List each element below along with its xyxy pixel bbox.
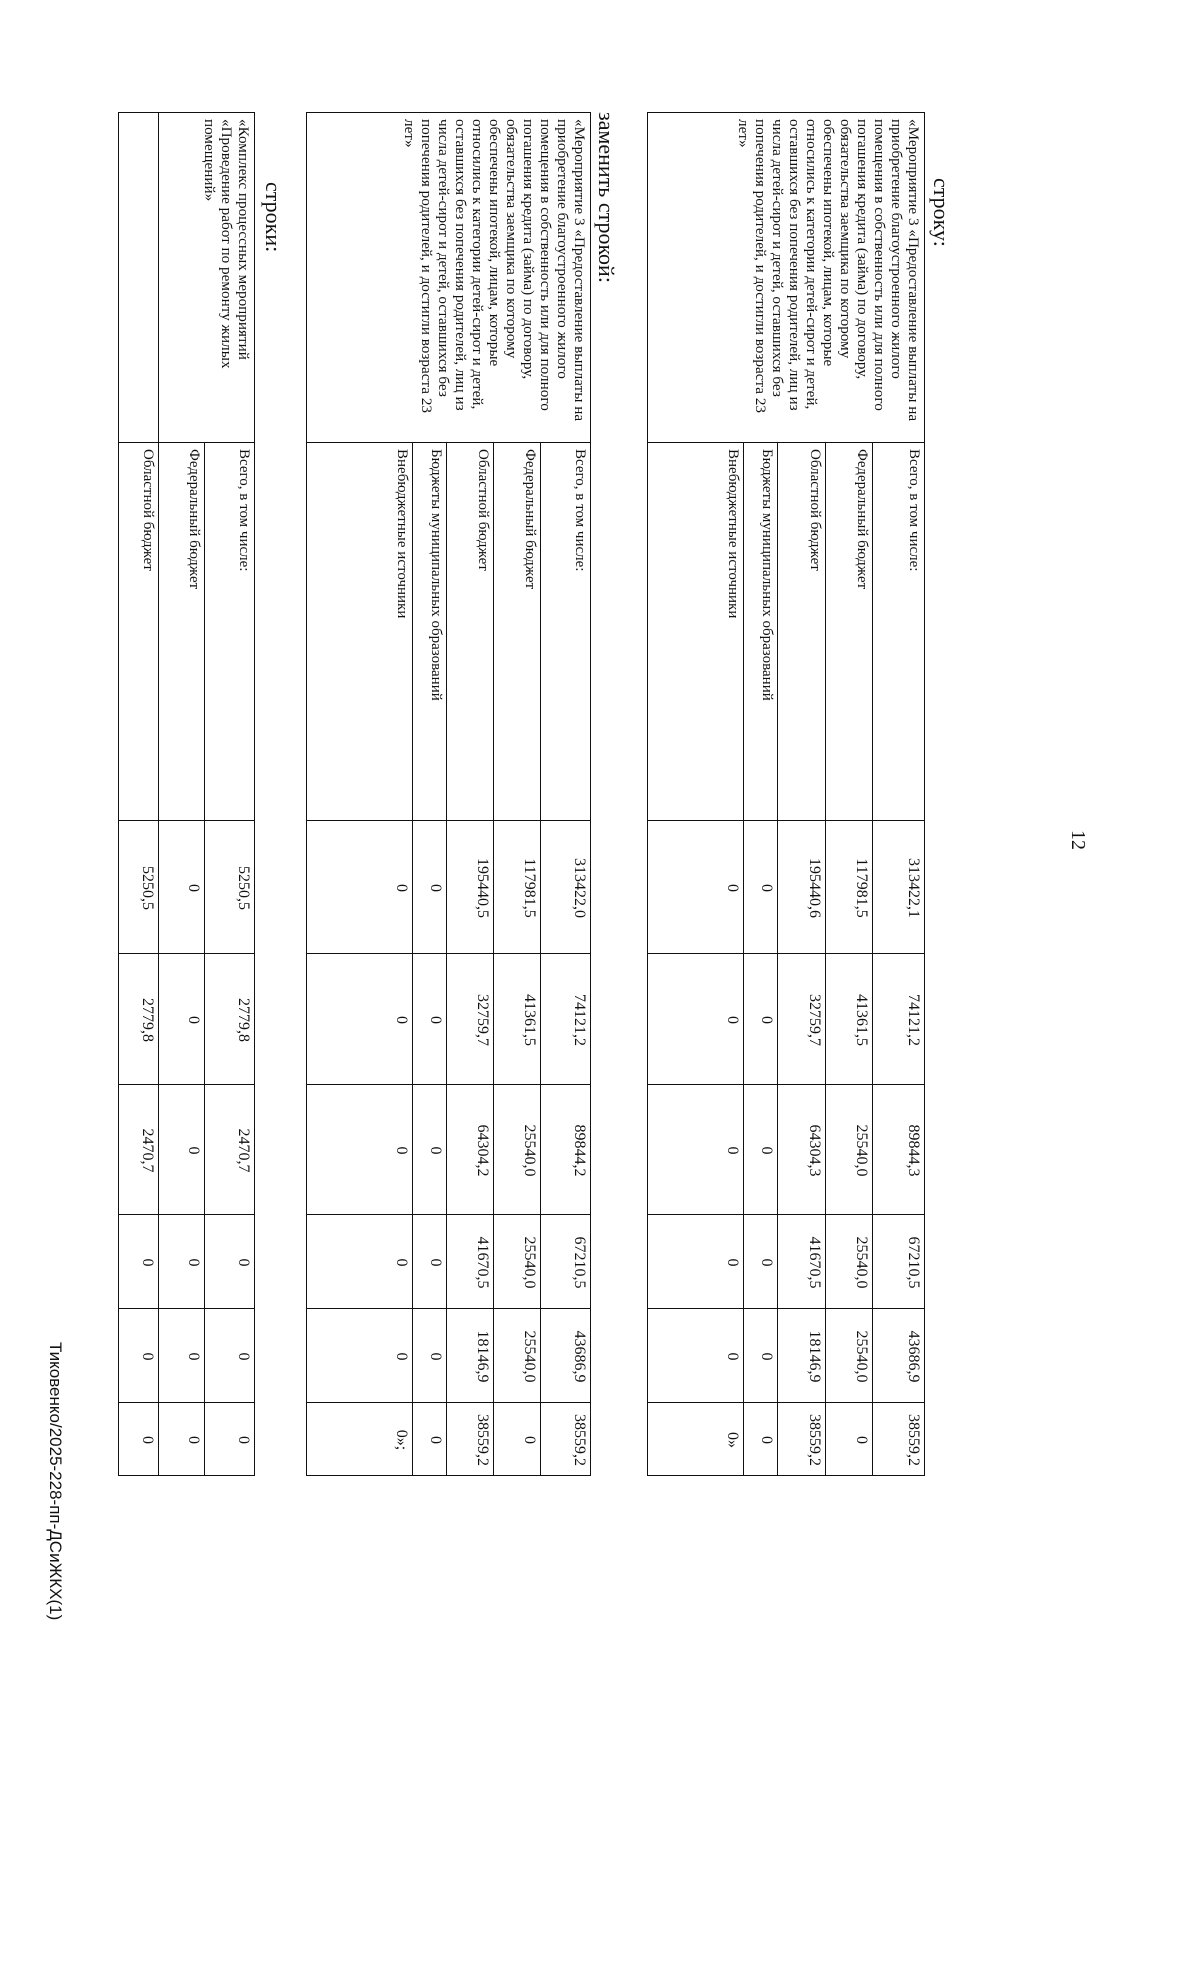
value-cell: 25540,0 bbox=[826, 1215, 873, 1309]
value-cell: 25540,0 bbox=[494, 1085, 541, 1215]
section1-table bbox=[647, 112, 925, 1476]
measure-name-cell: «Мероприятие 3 «Предоставление выплаты на приобретение благоустроенного жилого помещения в собственность или для полного погашения кредита (займа) по договору, обязательства заемщика по которому обеспечены ипотекой, лицам, которые относились к категории детей-сирот и детей, оставшихся без попечения родителей, лиц из числа детей-сирот и детей, оставшихся без попечения родителей, и достигли возраста 23 лет» bbox=[648, 113, 925, 443]
funding-source-cell: Внебюджетные источники bbox=[648, 443, 744, 821]
value-cell: 0 bbox=[205, 1309, 255, 1403]
funding-source-cell: Бюджеты муниципальных образований bbox=[413, 443, 447, 821]
page-number: 12 bbox=[1067, 830, 1089, 850]
section1-heading: строку: bbox=[929, 178, 954, 247]
section3-heading: строки: bbox=[261, 182, 286, 253]
funding-source-cell: Всего, в том числе: bbox=[873, 443, 925, 821]
value-cell: 0 bbox=[648, 1309, 744, 1403]
funding-source-cell: Федеральный бюджет bbox=[826, 443, 873, 821]
value-cell: 0 bbox=[159, 1085, 205, 1215]
funding-source-cell: Всего, в том числе: bbox=[541, 443, 591, 821]
value-cell: 0»; bbox=[307, 1403, 413, 1476]
value-cell: 67210,5 bbox=[873, 1215, 925, 1309]
value-cell: 117981,5 bbox=[494, 821, 541, 954]
funding-source-cell: Областной бюджет bbox=[119, 443, 159, 821]
section3-table bbox=[118, 112, 255, 1476]
value-cell: 0 bbox=[648, 954, 744, 1085]
table-row bbox=[873, 113, 925, 1476]
value-cell: 2470,7 bbox=[119, 1085, 159, 1215]
value-cell: 5250,5 bbox=[205, 821, 255, 954]
value-cell: 0 bbox=[205, 1403, 255, 1476]
value-cell: 0 bbox=[159, 1309, 205, 1403]
value-cell: 0 bbox=[413, 1085, 447, 1215]
section1-table-wrap bbox=[647, 112, 925, 1476]
value-cell: 41670,5 bbox=[778, 1215, 826, 1309]
value-cell: 5250,5 bbox=[119, 821, 159, 954]
value-cell: 74121,2 bbox=[873, 954, 925, 1085]
value-cell: 43686,9 bbox=[873, 1309, 925, 1403]
value-cell: 2779,8 bbox=[205, 954, 255, 1085]
funding-source-cell: Бюджеты муниципальных образований bbox=[744, 443, 778, 821]
value-cell: 43686,9 bbox=[541, 1309, 591, 1403]
value-cell: 18146,9 bbox=[778, 1309, 826, 1403]
value-cell: 0 bbox=[307, 821, 413, 954]
value-cell: 0 bbox=[307, 1215, 413, 1309]
value-cell: 0 bbox=[413, 1309, 447, 1403]
value-cell: 0 bbox=[744, 1309, 778, 1403]
measure-name-cell-empty bbox=[119, 113, 159, 443]
table-row bbox=[119, 113, 159, 1476]
value-cell: 38559,2 bbox=[541, 1403, 591, 1476]
value-cell: 313422,0 bbox=[541, 821, 591, 954]
value-cell: 32759,7 bbox=[447, 954, 494, 1085]
value-cell: 0 bbox=[205, 1215, 255, 1309]
value-cell: 64304,3 bbox=[778, 1085, 826, 1215]
value-cell: 32759,7 bbox=[778, 954, 826, 1085]
value-cell: 0 bbox=[744, 1215, 778, 1309]
funding-source-cell: Федеральный бюджет bbox=[494, 443, 541, 821]
value-cell: 195440,6 bbox=[778, 821, 826, 954]
value-cell: 25540,0 bbox=[494, 1309, 541, 1403]
value-cell: 0 bbox=[494, 1403, 541, 1476]
value-cell: 0 bbox=[744, 954, 778, 1085]
value-cell: 89844,2 bbox=[541, 1085, 591, 1215]
value-cell: 2779,8 bbox=[119, 954, 159, 1085]
funding-source-cell: Внебюджетные источники bbox=[307, 443, 413, 821]
value-cell: 0 bbox=[413, 1215, 447, 1309]
value-cell: 0 bbox=[413, 954, 447, 1085]
funding-source-cell: Областной бюджет bbox=[447, 443, 494, 821]
value-cell: 0 bbox=[744, 821, 778, 954]
value-cell: 2470,7 bbox=[205, 1085, 255, 1215]
value-cell: 41361,5 bbox=[494, 954, 541, 1085]
measure-name-cell: «Мероприятие 3 «Предоставление выплаты на приобретение благоустроенного жилого помещения в собственность или для полного погашения кредита (займа) по договору, обязательства заемщика по которому обеспечены ипотекой, лицам, которые относились к категории детей-сирот и детей, оставшихся без попечения родителей, лиц из числа детей-сирот и детей, оставшихся без попечения родителей, и достигли возраста 23 лет» bbox=[307, 113, 591, 443]
value-cell: 74121,2 bbox=[541, 954, 591, 1085]
value-cell: 0 bbox=[159, 821, 205, 954]
section2-table bbox=[306, 112, 591, 1476]
value-cell: 0 bbox=[826, 1403, 873, 1476]
document-footer: Тиковенко/2025-228-пп-ДСиЖКХ(1) bbox=[46, 1342, 65, 1621]
section2-heading: заменить строкой: bbox=[594, 112, 619, 283]
value-cell: 25540,0 bbox=[826, 1309, 873, 1403]
value-cell: 0 bbox=[648, 1215, 744, 1309]
value-cell: 0 bbox=[744, 1403, 778, 1476]
funding-source-cell: Федеральный бюджет bbox=[159, 443, 205, 821]
value-cell: 0 bbox=[648, 821, 744, 954]
value-cell: 0 bbox=[413, 1403, 447, 1476]
section3-table-wrap bbox=[118, 112, 255, 1476]
value-cell: 18146,9 bbox=[447, 1309, 494, 1403]
value-cell: 0 bbox=[307, 1085, 413, 1215]
value-cell: 0 bbox=[119, 1403, 159, 1476]
section2-table-wrap bbox=[306, 112, 591, 1476]
table-row bbox=[541, 113, 591, 1476]
value-cell: 0 bbox=[413, 821, 447, 954]
measure-name-cell: «Комплекс процессных мероприятий «Проведение работ по ремонту жилых помещений» bbox=[159, 113, 255, 443]
funding-source-cell: Областной бюджет bbox=[778, 443, 826, 821]
value-cell: 25540,0 bbox=[826, 1085, 873, 1215]
value-cell: 0 bbox=[744, 1085, 778, 1215]
value-cell: 0 bbox=[307, 954, 413, 1085]
value-cell: 64304,2 bbox=[447, 1085, 494, 1215]
value-cell: 0 bbox=[119, 1309, 159, 1403]
value-cell: 0 bbox=[159, 1403, 205, 1476]
value-cell: 0 bbox=[307, 1309, 413, 1403]
value-cell: 67210,5 bbox=[541, 1215, 591, 1309]
value-cell: 0 bbox=[119, 1215, 159, 1309]
value-cell: 0 bbox=[159, 1215, 205, 1309]
value-cell: 25540,0 bbox=[494, 1215, 541, 1309]
value-cell: 195440,5 bbox=[447, 821, 494, 954]
value-cell: 41361,5 bbox=[826, 954, 873, 1085]
value-cell: 0 bbox=[159, 954, 205, 1085]
value-cell: 117981,5 bbox=[826, 821, 873, 954]
value-cell: 38559,2 bbox=[447, 1403, 494, 1476]
value-cell: 0 bbox=[648, 1085, 744, 1215]
funding-source-cell: Всего, в том числе: bbox=[205, 443, 255, 821]
table-row bbox=[205, 113, 255, 1476]
value-cell: 313422,1 bbox=[873, 821, 925, 954]
value-cell: 38559,2 bbox=[873, 1403, 925, 1476]
value-cell: 0» bbox=[648, 1403, 744, 1476]
value-cell: 41670,5 bbox=[447, 1215, 494, 1309]
value-cell: 38559,2 bbox=[778, 1403, 826, 1476]
value-cell: 89844,3 bbox=[873, 1085, 925, 1215]
